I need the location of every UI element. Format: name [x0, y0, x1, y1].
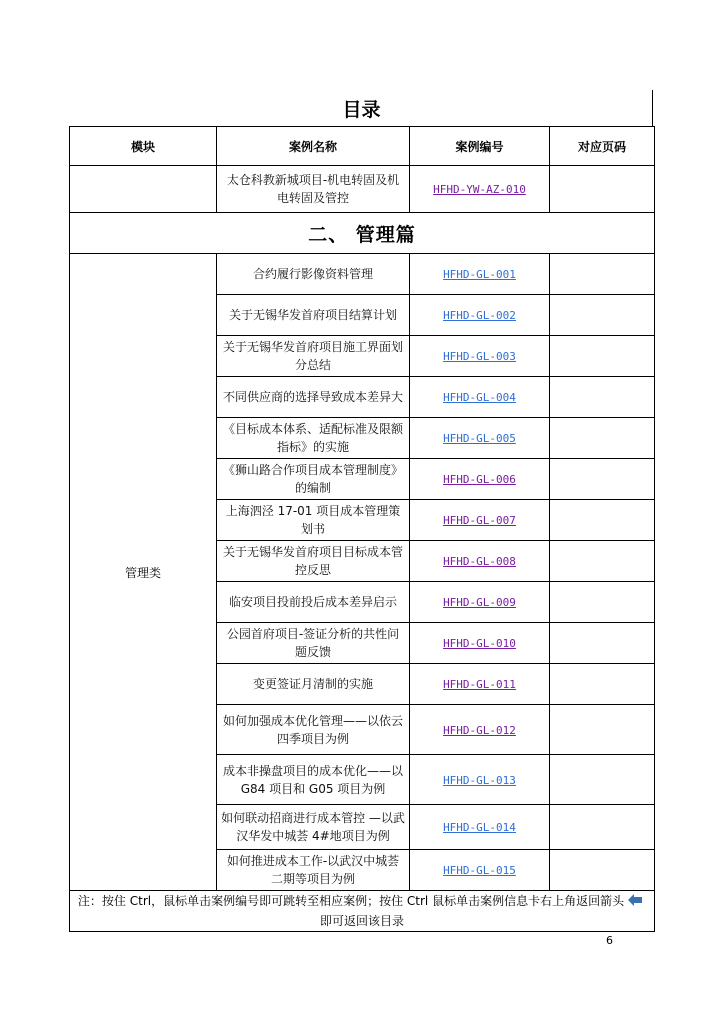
page-cell: [550, 805, 655, 850]
back-arrow-icon: [628, 892, 642, 904]
case-code-cell: [410, 582, 550, 623]
case-name: 如何加强成本优化管理——以依云四季项目为例: [217, 705, 410, 755]
case-code-cell: [410, 418, 550, 459]
page-cell: [550, 336, 655, 377]
header-case-name: 案例名称: [217, 127, 410, 166]
page-cell: [550, 541, 655, 582]
case-name: 合约履行影像资料管理: [217, 254, 410, 295]
case-code-cell: [410, 295, 550, 336]
category-cell: 管理类: [70, 254, 217, 891]
note-text: 注：按住 Ctrl，鼠标单击案例编号即可跳转至相应案例；按住 Ctrl 鼠标单击案例信息卡右上角返回箭头: [77, 894, 625, 908]
page-cell: [550, 705, 655, 755]
case-name: 不同供应商的选择导致成本差异大: [217, 377, 410, 418]
case-name: 关于无锡华发首府项目结算计划: [217, 295, 410, 336]
page-cell: [550, 377, 655, 418]
case-name: 如何联动招商进行成本管控 —以武汉华发中城荟 4#地项目为例: [217, 805, 410, 850]
case-code-link[interactable]: HFHD-GL-014: [443, 821, 516, 834]
page-title: 目录: [342, 98, 381, 121]
header-case-code: 案例编号: [410, 127, 550, 166]
section-title: 二、 管理篇: [70, 213, 655, 254]
page-cell: [550, 755, 655, 805]
page-cell: [550, 459, 655, 500]
case-code-link[interactable]: HFHD-GL-002: [443, 309, 516, 322]
note-text-end: 即可返回该目录: [319, 914, 404, 928]
case-code-cell: [410, 541, 550, 582]
page-cell: [550, 254, 655, 295]
header-module: 模块: [70, 127, 217, 166]
page-number: 6: [606, 934, 613, 947]
case-code-link[interactable]: HFHD-YW-AZ-010: [433, 183, 526, 196]
case-code-link[interactable]: HFHD-GL-011: [443, 678, 516, 691]
case-name: 《狮山路合作项目成本管理制度》的编制: [217, 459, 410, 500]
page-cell: [550, 623, 655, 664]
case-code-link[interactable]: HFHD-GL-006: [443, 473, 516, 486]
table-row: [70, 254, 655, 295]
section-row: [70, 213, 655, 254]
case-code-cell: [410, 664, 550, 705]
case-code-link[interactable]: HFHD-GL-001: [443, 268, 516, 281]
case-code-cell: [410, 377, 550, 418]
page-cell: [550, 166, 655, 213]
table-header: [70, 127, 655, 166]
case-code-link[interactable]: HFHD-GL-012: [443, 723, 516, 737]
case-code-link[interactable]: HFHD-GL-007: [443, 514, 516, 527]
case-code-cell: [410, 166, 550, 213]
case-code-cell: [410, 459, 550, 500]
case-code-cell: [410, 705, 550, 755]
page-cell: [550, 418, 655, 459]
case-name: 公园首府项目-签证分析的共性问题反馈: [217, 623, 410, 664]
note-cell: [70, 891, 655, 932]
case-name: 关于无锡华发首府项目施工界面划分总结: [217, 336, 410, 377]
page-cell: [550, 582, 655, 623]
case-code-link[interactable]: HFHD-GL-008: [443, 555, 516, 568]
case-code-link[interactable]: HFHD-GL-005: [443, 432, 516, 445]
page-cell: [550, 664, 655, 705]
case-name: 临安项目投前投后成本差异启示: [217, 582, 410, 623]
case-name: 太仓科教新城项目-机电转固及机电转固及管控: [217, 166, 410, 213]
case-code-cell: [410, 500, 550, 541]
case-name: 《目标成本体系、适配标准及限额指标》的实施: [217, 418, 410, 459]
case-name: 关于无锡华发首府项目目标成本管控反思: [217, 541, 410, 582]
case-code-cell: [410, 254, 550, 295]
note-row: [70, 891, 655, 932]
case-code-cell: [410, 623, 550, 664]
case-name: 上海泗泾 17-01 项目成本管理策划书: [217, 500, 410, 541]
case-code-cell: [410, 755, 550, 805]
case-name: 变更签证月清制的实施: [217, 664, 410, 705]
case-code-cell: [410, 850, 550, 891]
header-page: 对应页码: [550, 127, 655, 166]
case-code-link[interactable]: HFHD-GL-004: [443, 391, 516, 404]
case-code-link[interactable]: HFHD-GL-003: [443, 350, 516, 363]
case-code-link[interactable]: HFHD-GL-015: [443, 864, 516, 877]
page-cell: [550, 850, 655, 891]
case-code-cell: [410, 805, 550, 850]
module-cell: [70, 166, 217, 213]
case-code-link[interactable]: HFHD-GL-009: [443, 596, 516, 609]
case-code-link[interactable]: HFHD-GL-010: [443, 637, 516, 650]
page-cell: [550, 500, 655, 541]
case-code-cell: [410, 336, 550, 377]
case-name: 如何推进成本工作-以武汉中城荟二期等项目为例: [217, 850, 410, 891]
toc-table: [69, 126, 655, 932]
table-row: [70, 166, 655, 213]
case-name: 成本非操盘项目的成本优化——以 G84 项目和 G05 项目为例: [217, 755, 410, 805]
case-code-link[interactable]: HFHD-GL-013: [443, 773, 516, 787]
page-cell: [550, 295, 655, 336]
